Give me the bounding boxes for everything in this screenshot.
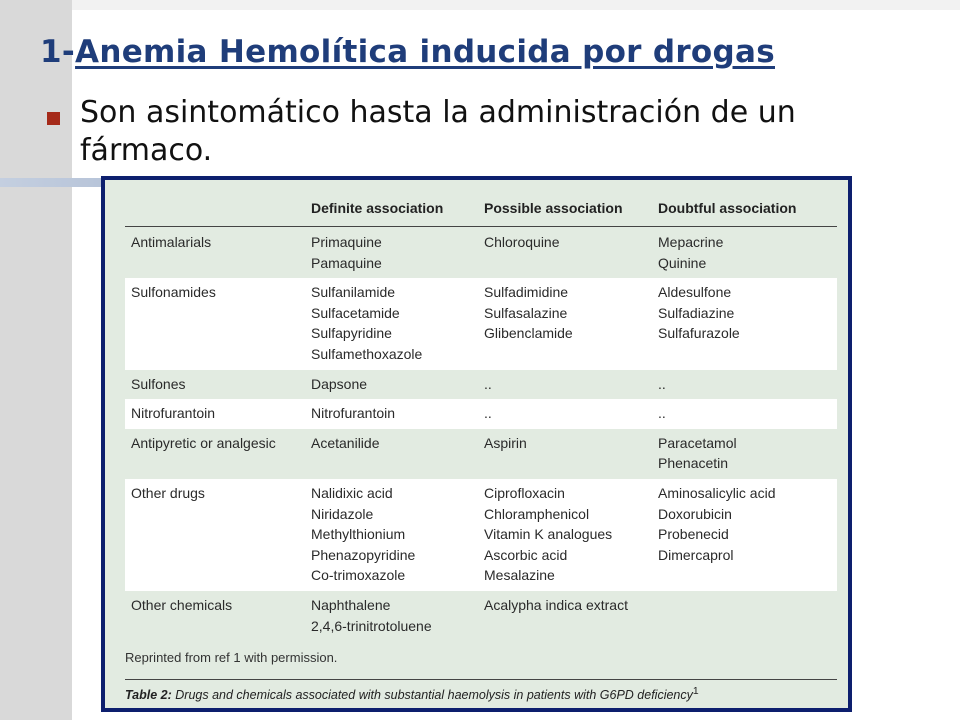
caption-ref: 1 — [692, 686, 699, 697]
cell-category — [131, 595, 232, 616]
cell-line: Aspirin — [484, 434, 527, 451]
cell-line: Acalypha indica extract — [484, 596, 628, 613]
caption-divider — [125, 679, 837, 680]
header-possible: Possible association — [484, 200, 623, 216]
cell-category — [131, 374, 185, 395]
cell-line: .. — [484, 405, 492, 422]
cell-line: Chloramphenicol — [484, 505, 590, 522]
cell-definite — [311, 433, 380, 454]
cell-line: Quinine — [658, 254, 707, 271]
cell-possible — [484, 595, 628, 616]
table-row — [125, 228, 837, 278]
slide-left-band — [0, 0, 72, 720]
table-body — [125, 228, 837, 641]
cell-line: Nitrofurantoin — [131, 405, 216, 422]
table-caption — [125, 686, 699, 702]
cell-line: Mepacrine — [658, 234, 724, 250]
cell-possible — [484, 483, 612, 586]
cell-doubtful — [658, 232, 723, 273]
cell-category — [131, 403, 215, 424]
cell-line: Naphthalene — [311, 596, 391, 613]
cell-definite — [311, 374, 367, 395]
caption-label: Table 2: — [125, 688, 172, 703]
cell-line: Probenecid — [658, 526, 729, 543]
bullet-square-icon — [47, 112, 60, 125]
cell-line: .. — [658, 405, 666, 422]
cell-line: Vitamin K analogues — [484, 526, 613, 543]
table-row — [125, 479, 837, 591]
cell-line: Aldesulfone — [658, 284, 732, 301]
cell-line: Methylthionium — [311, 526, 406, 543]
header-doubtful: Doubtful association — [658, 200, 797, 216]
table-figure — [101, 176, 852, 712]
caption-text: Drugs and chemicals associated with substantial haemolysis in patients with G6PD deficiency — [175, 688, 693, 703]
cell-line: .. — [658, 375, 666, 392]
title-link[interactable]: Anemia Hemolítica inducida por drogas — [75, 34, 775, 70]
cell-line: Aminosalicylic acid — [658, 484, 776, 501]
cell-line: 2,4,6-trinitrotoluene — [311, 617, 432, 634]
slide-top-band — [72, 0, 960, 10]
table-row — [125, 370, 837, 400]
cell-possible — [484, 403, 492, 424]
cell-category — [131, 433, 276, 454]
cell-line: Other chemicals — [131, 596, 233, 613]
cell-line: Sulfonamides — [131, 284, 216, 301]
cell-line: .. — [484, 375, 492, 392]
cell-line: Nalidixic acid — [311, 484, 393, 501]
cell-line: Phenazopyridine — [311, 546, 416, 563]
cell-line: Dimercaprol — [658, 546, 734, 563]
cell-doubtful — [658, 483, 775, 565]
cell-line: Antimalarials — [131, 234, 212, 250]
cell-line: Sulfapyridine — [311, 325, 392, 342]
cell-line: Phenacetin — [658, 455, 729, 472]
title-prefix: 1- — [40, 34, 76, 70]
table-header — [125, 200, 837, 227]
cell-line: Sulfafurazole — [658, 325, 740, 342]
cell-line: Sulfamethoxazole — [311, 345, 423, 362]
cell-line: Sulfacetamide — [311, 304, 400, 321]
cell-doubtful — [658, 403, 666, 424]
cell-definite — [311, 403, 395, 424]
cell-line: Other drugs — [131, 484, 205, 501]
cell-line: Acetanilide — [311, 434, 380, 451]
cell-possible — [484, 374, 492, 395]
cell-line: Mesalazine — [484, 567, 555, 584]
cell-definite — [311, 282, 422, 364]
cell-line: Pamaquine — [311, 254, 382, 271]
cell-possible — [484, 282, 573, 344]
cell-possible — [484, 433, 527, 454]
cell-line: Sulfanilamide — [311, 284, 396, 301]
cell-line: Ciprofloxacin — [484, 484, 565, 501]
cell-category — [131, 483, 205, 504]
header-definite: Definite association — [311, 200, 444, 216]
cell-possible — [484, 232, 560, 253]
cell-line: Co-trimoxazole — [311, 567, 406, 584]
cell-category — [131, 232, 211, 253]
cell-line: Sulfasalazine — [484, 304, 568, 321]
cell-definite — [311, 483, 415, 586]
cell-definite — [311, 595, 432, 636]
table-row — [125, 591, 837, 641]
cell-line: Ascorbic acid — [484, 546, 568, 563]
cell-doubtful — [658, 282, 740, 344]
bullet-text: Son asintomático hasta la administración de un fármaco. — [80, 95, 796, 168]
cell-line: Primaquine — [311, 234, 382, 250]
cell-line: Sulfones — [131, 375, 186, 392]
cell-category — [131, 282, 216, 303]
cell-line: Antipyretic or analgesic — [131, 434, 276, 451]
cell-line: Niridazole — [311, 505, 374, 522]
cell-doubtful — [658, 433, 737, 474]
table-row — [125, 429, 837, 479]
slide-title — [40, 34, 775, 70]
cell-line: Dapsone — [311, 375, 368, 392]
cell-line: Doxorubicin — [658, 505, 732, 522]
cell-line: Paracetamol — [658, 434, 737, 451]
cell-line: Chloroquine — [484, 234, 560, 250]
table-row — [125, 399, 837, 429]
table-row — [125, 278, 837, 369]
table-footnote: Reprinted from ref 1 with permission. — [125, 650, 338, 665]
cell-doubtful — [658, 374, 666, 395]
cell-line: Sulfadiazine — [658, 304, 735, 321]
cell-line: Glibenclamide — [484, 325, 573, 342]
cell-definite — [311, 232, 382, 273]
cell-line: Nitrofurantoin — [311, 405, 396, 422]
cell-line: Sulfadimidine — [484, 284, 569, 301]
